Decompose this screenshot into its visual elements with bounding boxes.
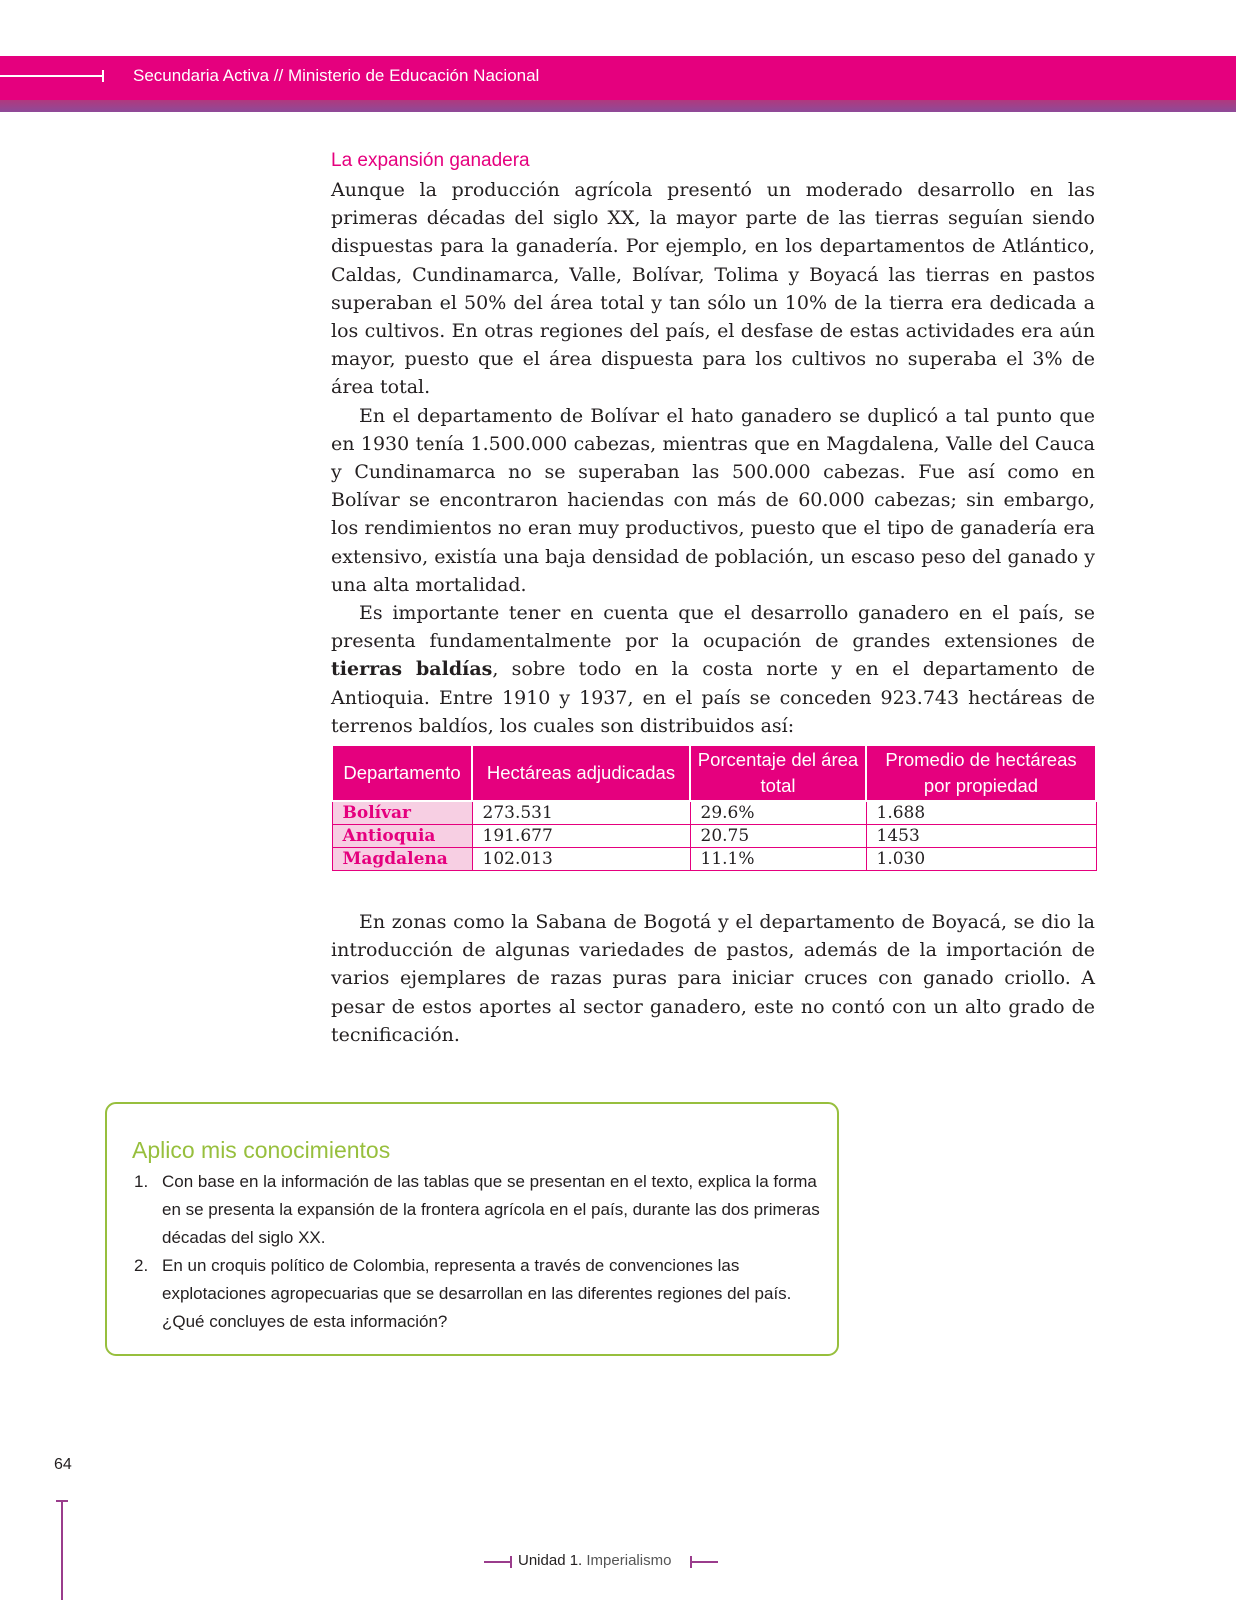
paragraph-3 <box>331 599 1095 740</box>
term-tierras-baldias: tierras baldías <box>331 658 493 681</box>
page-number: 64 <box>54 1456 72 1473</box>
body-text-after-table <box>331 908 1095 1049</box>
table-cell: 273.531 <box>472 801 690 825</box>
paragraph-2: En el departamento de Bolívar el hato ganadero se duplicó a tal punto que en 1930 tenía 1.500.000 cabezas, mientras que en Magdalena, Valle del Cauca y Cundinamarca no se superaban las 500.000 cabezas. Fue así como en Bolívar se encontraron haciendas con más de 60.000 cabezas; sin embargo, los rendimientos no eran muy productivos, puesto que el tipo de ganadería era extensivo, existía una baja densidad de población, un escaso peso del ganado y una alta mortalidad. <box>331 404 1095 596</box>
paragraph-1: Aunque la producción agrícola presentó un moderado desarrollo en las primeras décadas del siglo XX, la mayor parte de las tierras seguían siendo dispuestas para la ganadería. Por ejemplo, en los departamentos de Atlántico, Caldas, Cundinamarca, Valle, Bolívar, Tolima y Boyacá las tierras en pastos superaban el 50% del área total y tan sólo un 10% de la tierra era dedicada a los cultivos. En otras regiones del país, el desfase de estas actividades era aún mayor, puesto que el área dispuesta para los cultivos no superaba el 3% de área total. <box>331 179 1095 399</box>
table-cell: 1453 <box>866 825 1096 848</box>
table-header-row <box>332 745 1096 801</box>
header-band <box>0 100 1236 112</box>
table-row <box>332 801 1096 825</box>
col-hectareas: Hectáreas adjudicadas <box>472 745 690 801</box>
col-promedio: Promedio de hectáreas por propiedad <box>866 745 1096 801</box>
table-cell: Antioquia <box>332 825 472 848</box>
unit-name: Imperialismo <box>586 1552 672 1569</box>
paragraph-3-end: , sobre todo en la costa norte y en el departamento de Antioquia. Entre 1910 y 1937, en el país se conceden 923.743 hectáreas de terrenos baldíos, los cuales son distribuidos así: <box>331 658 1095 737</box>
unit-label <box>518 1552 671 1569</box>
table-row <box>332 848 1096 871</box>
table-cell: 1.030 <box>866 848 1096 871</box>
unit-rule-right <box>690 1561 718 1563</box>
activity-title: Aplico mis conocimientos <box>132 1137 391 1163</box>
col-departamento: Departamento <box>332 745 472 801</box>
table-cell: 11.1% <box>690 848 866 871</box>
list-text: En un croquis político de Colombia, representa a través de convenciones las explotaciones agropecuarias que se desarrollan en las diferentes regiones del país. ¿Qué concluyes de esta información? <box>162 1256 792 1331</box>
list-text: Con base en la información de las tablas que se presentan en el texto, explica la forma en se presenta la expansión de la frontera agrícola en el país, durante las dos primeras décadas del siglo XX. <box>162 1172 820 1247</box>
unit-rule-left <box>484 1561 512 1563</box>
header-rule <box>0 75 104 77</box>
header-title: Secundaria Activa // Ministerio de Educación Nacional <box>133 66 540 85</box>
table-cell: 20.75 <box>690 825 866 848</box>
table-cell: Magdalena <box>332 848 472 871</box>
list-item <box>134 1252 824 1336</box>
col-porcentaje: Porcentaje del área total <box>690 745 866 801</box>
table-cell: 102.013 <box>472 848 690 871</box>
table-cell: 1.688 <box>866 801 1096 825</box>
baldios-table <box>331 744 1097 871</box>
list-number: 2. <box>134 1256 149 1275</box>
list-item <box>134 1168 824 1252</box>
table-row <box>332 825 1096 848</box>
activity-list <box>134 1168 824 1336</box>
unit-number: Unidad 1. <box>518 1552 583 1569</box>
list-number: 1. <box>134 1172 149 1191</box>
table-cell: Bolívar <box>332 801 472 825</box>
side-rule <box>61 1500 63 1600</box>
body-text <box>331 176 1095 740</box>
paragraph-3-start: Es importante tener en cuenta que el desarrollo ganadero en el país, se presenta fundamentalmente por la ocupación de grandes extensiones de <box>331 602 1095 653</box>
table-cell: 29.6% <box>690 801 866 825</box>
header-rule-tick <box>102 70 104 82</box>
unit-rule-left-tick <box>510 1556 512 1568</box>
section-title: La expansión ganadera <box>331 150 530 171</box>
paragraph-4: En zonas como la Sabana de Bogotá y el departamento de Boyacá, se dio la introducción de algunas variedades de pastos, además de la importación de varios ejemplares de razas puras para iniciar cruces con ganado criollo. A pesar de estos aportes al sector ganadero, este no contó con un alto grado de tecnificación. <box>331 911 1095 1046</box>
table-cell: 191.677 <box>472 825 690 848</box>
